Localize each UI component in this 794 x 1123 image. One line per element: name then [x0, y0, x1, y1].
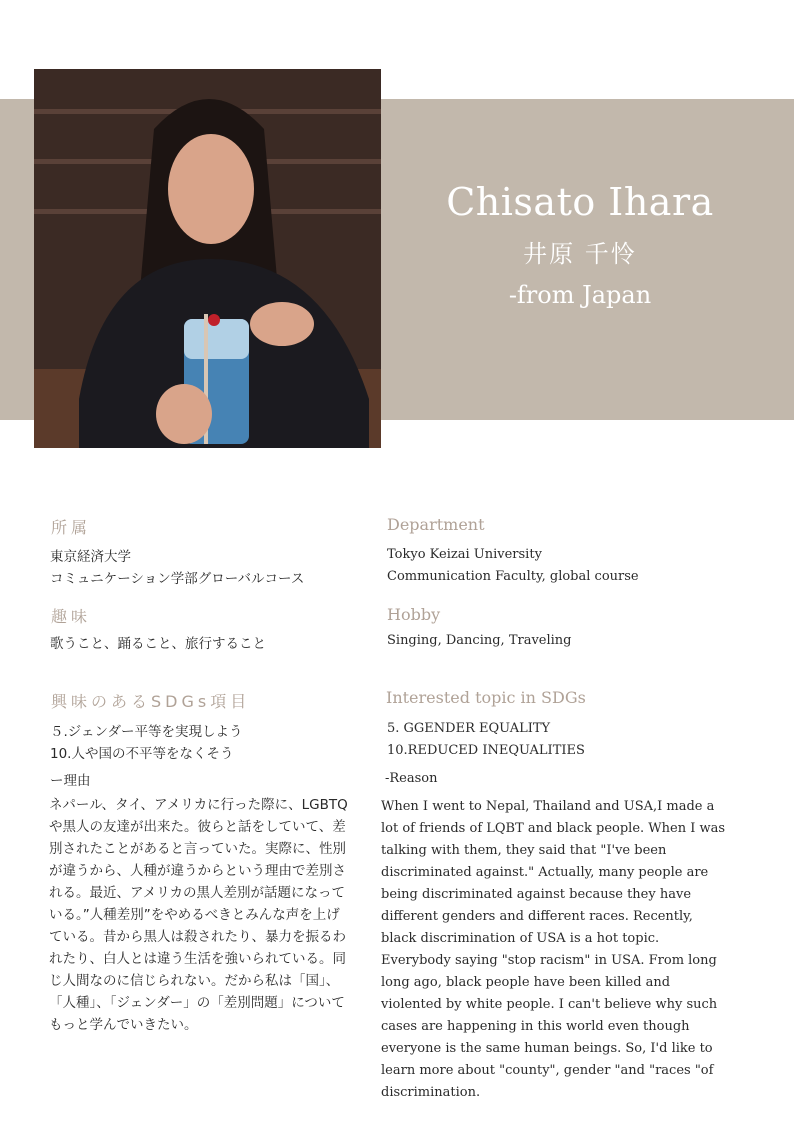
name-english: Chisato Ihara	[446, 180, 714, 224]
reason-paragraph-ja: ネパール、タイ、アメリカに行った際に、LGBTQや黒人の友達が出来た。彼らと話をしていて、差別されたことがあると言っていた。実際に、性別が違うから、人種が違うからという理由で差別される。最近、アメリカの黒人差別が話題になっている。”人種差別”をやめるべきとみんな声を上げている。昔から黒人は殺されたり、暴力を振るわれたり、白人とは違う生活を強いられている。同じ人間なのに信じられない。だから私は「国」、「人種」、「ジェンダー」の「差別問題」についてもっと学んでいきたい。	[49, 797, 348, 1033]
sdgs-item-inequality-en: 10.REDUCED INEQUALITIES	[387, 743, 585, 758]
affiliation-faculty-ja: コミュニケーション学部グローバルコース	[50, 571, 305, 587]
affiliation-heading-ja: 所属	[51, 518, 92, 537]
sdgs-heading-en: Interested topic in SDGs	[386, 688, 586, 707]
sdgs-item-inequality-ja: 10.人や国の不平等をなくそう	[50, 746, 234, 762]
department-university-en: Tokyo Keizai University	[387, 547, 542, 562]
name-japanese: 井原 千怜	[523, 240, 637, 268]
hobby-heading-en: Hobby	[387, 605, 441, 624]
hobby-heading-ja: 趣味	[51, 607, 92, 626]
name-block	[420, 180, 740, 309]
reason-label-ja: ー理由	[50, 773, 91, 789]
sdgs-heading-ja: 興味のあるSDGs項目	[51, 692, 251, 711]
department-faculty-en: Communication Faculty, global course	[387, 569, 639, 584]
sdgs-item-gender-ja: ５.ジェンダー平等を実現しよう	[50, 724, 243, 740]
hobby-text-ja: 歌うこと、踊ること、旅行すること	[50, 636, 266, 652]
reason-paragraph-en: When I went to Nepal, Thailand and USA,I made a lot of friends of LQBT and black people. When I was talking with them, they said that "I've been discriminated against." Actually, many people are being discriminated against because they have different genders and different races. Recently, black discrimination of USA is a hot topic. Everybody saying "stop racism" in USA. From long long ago, black people have been killed and violented by white people. I can't believe why such cases are happening in this world even though everyone is the same human beings. So, I'd like to learn more about "county", gender "and "races "of discrimination.	[381, 799, 726, 1100]
affiliation-university-ja: 東京経済大学	[50, 549, 131, 565]
department-heading-en: Department	[387, 515, 485, 534]
reason-label-en: -Reason	[385, 771, 438, 786]
photo-illustration	[34, 69, 381, 448]
origin-label: -from Japan	[508, 281, 652, 309]
sdgs-item-gender-en: 5. GGENDER EQUALITY	[387, 721, 551, 736]
profile-photo	[34, 69, 381, 448]
hobby-text-en: Singing, Dancing, Traveling	[387, 633, 572, 648]
